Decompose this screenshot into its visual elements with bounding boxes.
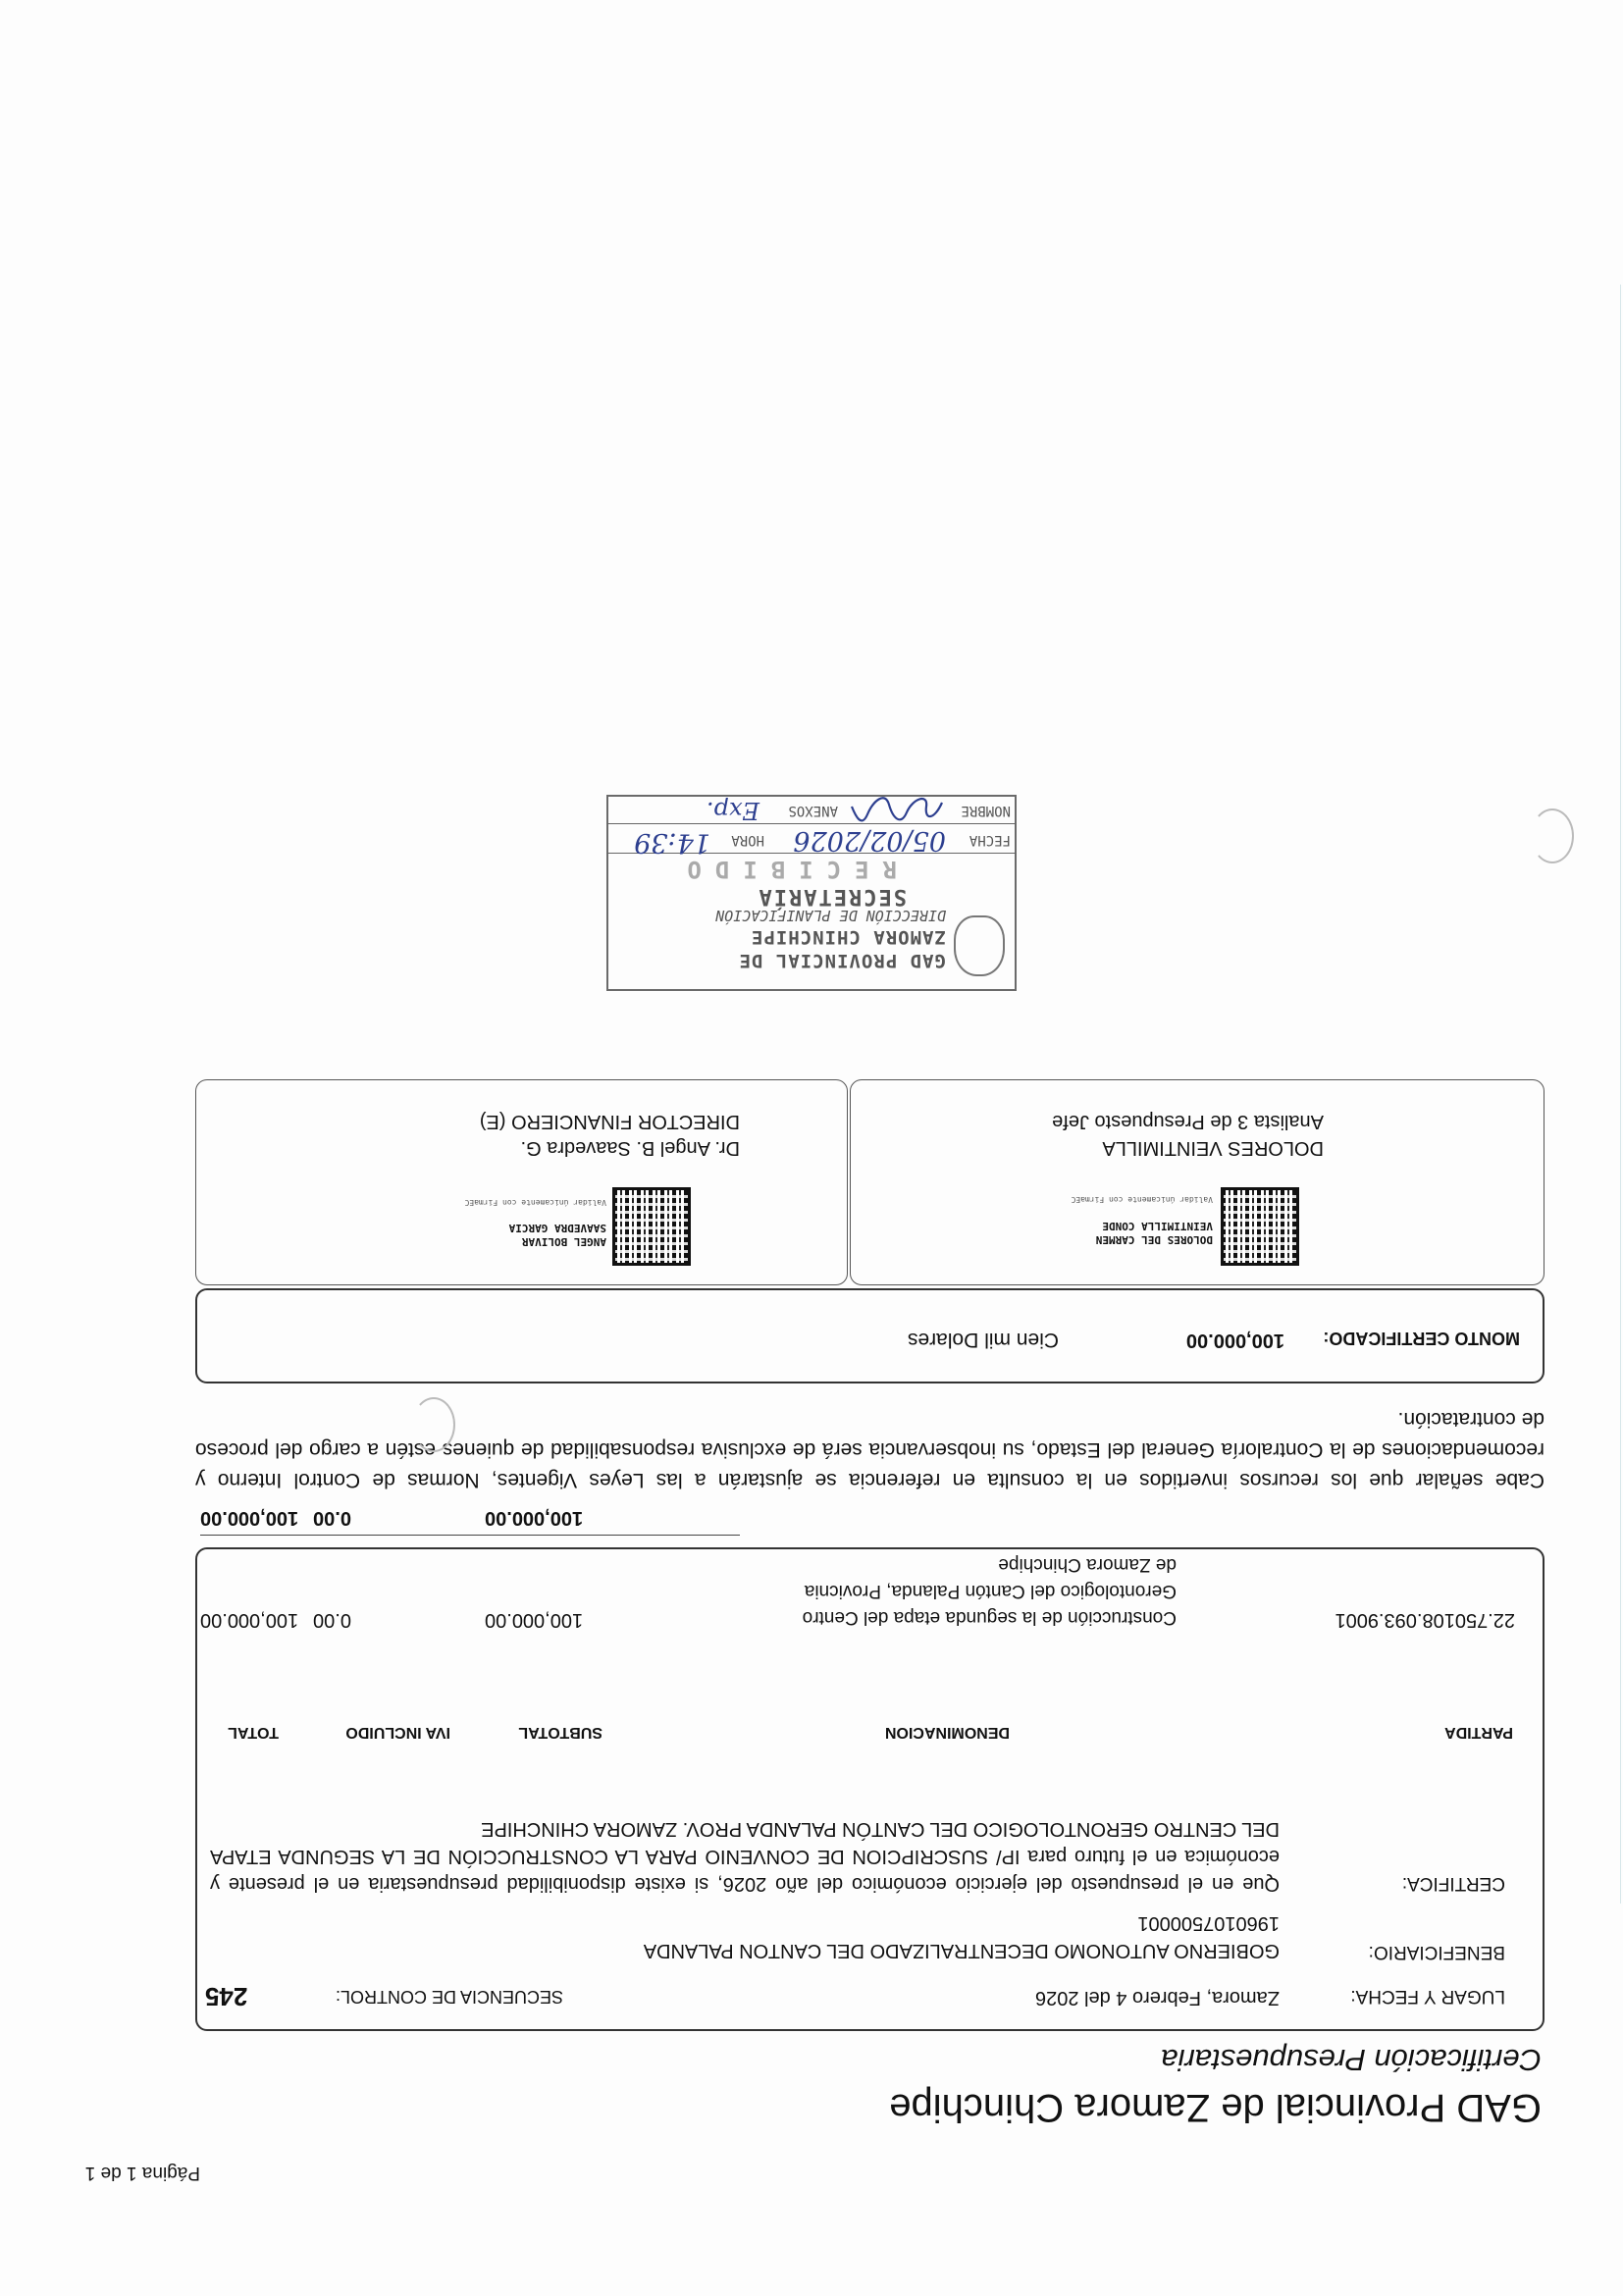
seal-icon xyxy=(954,915,1005,976)
certifica-label: CERTIFICA: xyxy=(1401,1873,1505,1894)
col-iva: IVA INCLUIDO xyxy=(345,1724,450,1741)
row-denominacion: Construcción de la segunda etapa del Centro Gerontologico del Cantón Palanda, Provicnia de Zamora Chinchipe xyxy=(802,1554,1177,1628)
stamp-hora-value: 14:39 xyxy=(634,827,710,858)
total-iva: 0.00 xyxy=(313,1507,351,1529)
total-subtotal: 100,000.00 xyxy=(485,1507,584,1529)
row-iva: 0.00 xyxy=(313,1609,351,1631)
stamp-hora-label: HORA xyxy=(731,832,764,848)
qr-note-left: Validar únicamente con FirmaEC xyxy=(1071,1195,1213,1204)
qr-signer-left-line1: DOLORES DEL CARMEN xyxy=(1095,1233,1213,1246)
beneficiario-value xyxy=(644,1909,1280,1964)
stamp-divider xyxy=(606,823,1017,824)
legal-note: Cabe señalar que los recursos invertidos en la consulta en referencia se ajustarán a las Leyes Vigentes, Normas de Control Interno y recomendaciones de la Contraloría General del Estado, su inobservancia será de exclusiva responsabilidad de quienes estén a cargo del proceso de contratación. xyxy=(195,1408,1544,1491)
qr-signer-right xyxy=(509,1221,606,1248)
organization-title: GAD Provincial de Zamora Chinchipe xyxy=(889,2086,1542,2129)
row-total: 100,000.00 xyxy=(200,1609,299,1631)
total-total: 100,000.00 xyxy=(200,1507,299,1529)
col-subtotal: SUBTOTAL xyxy=(518,1724,602,1741)
qr-code-icon xyxy=(1221,1187,1299,1266)
punch-hole xyxy=(1531,809,1574,863)
qr-signer-left-line2: VEINTIMILLA CONDE xyxy=(1102,1220,1213,1232)
signer-left xyxy=(1052,1108,1324,1161)
stamp-fecha-label: FECHA xyxy=(969,832,1011,848)
secuencia-label: SECUENCIA DE CONTROL: xyxy=(335,1987,563,2007)
monto-words: Cien mil Dolares xyxy=(907,1329,1059,1351)
stamp-nombre-label: NOMBRE xyxy=(961,803,1011,818)
stamp-line3: DIRECCIÓN DE PLANIFICACIÓN xyxy=(715,907,946,924)
page-number: Página 1 de 1 xyxy=(84,2163,200,2183)
stamp-anexos-value: Exp. xyxy=(706,797,759,824)
totals-divider xyxy=(200,1535,740,1536)
signer-right xyxy=(480,1108,740,1161)
signer-left-position: Analista 3 de Presupuesto Jefe xyxy=(1052,1111,1324,1132)
signer-right-name: Dr. Angel B. Saavedra G. xyxy=(520,1137,740,1159)
row-subtotal: 100,000.00 xyxy=(485,1609,584,1631)
stamp-line2: ZAMORA CHINCHIPE xyxy=(750,926,946,948)
stamp-line5: RECIBIDO xyxy=(673,856,897,883)
lugar-label: LUGAR Y FECHA: xyxy=(1350,1986,1505,2007)
stamp-anexos-label: ANEXOS xyxy=(788,803,838,818)
col-denominacion: DENOMINACION xyxy=(884,1724,1010,1741)
col-partida: PARTIDA xyxy=(1444,1724,1513,1741)
handwritten-signature xyxy=(848,789,946,824)
qr-signer-right-line2: SAAVEDRA GARCIA xyxy=(508,1222,606,1234)
margin-line xyxy=(1620,285,1621,1904)
lugar-value: Zamora, Febrero 4 del 2026 xyxy=(1034,1987,1280,2009)
col-total: TOTAL xyxy=(228,1724,279,1741)
row-partida: 22.750108.093.9001 xyxy=(1335,1609,1515,1631)
punch-hole xyxy=(412,1397,455,1452)
secuencia-value: 245 xyxy=(205,1982,248,2011)
signer-left-name: DOLORES VEINTIMILLA xyxy=(1102,1137,1324,1159)
monto-label: MONTO CERTIFICADO: xyxy=(1323,1329,1520,1348)
certifica-text: Que en el presupuesto del ejercicio económico del año 2026, si existe disponibilidad presupuestaria en el presente y económica en el futuro para IP/ SUSCRIPCION DE CONVENIO PARA LA CONSTRUCCIÓN DE LA SEGUNDA ETAPA DEL CENTRO GERONTOLOGICO DEL CANTÓN PALANDA PROV. ZAMORA CHINCHIPE xyxy=(210,1818,1280,1895)
beneficiario-name: GOBIERNO AUTONOMO DECENTRALIZADO DEL CANTON PALANDA xyxy=(643,1940,1280,1961)
qr-signer-left xyxy=(1096,1219,1213,1246)
qr-note-right: Validar únicamente con FirmaEC xyxy=(464,1198,606,1207)
beneficiario-label: BENEFICIARIO: xyxy=(1368,1942,1505,1962)
stamp-fecha-value: 05/02/2026 xyxy=(793,825,946,856)
stamp-line1: GAD PROVINCIAL DE xyxy=(738,950,946,971)
qr-code-icon xyxy=(612,1187,691,1266)
signer-right-position: DIRECTOR FINANCIERO (E) xyxy=(479,1111,740,1132)
qr-signer-right-line1: ANGEL BOLIVAR xyxy=(521,1235,606,1248)
stamp-line4: SECRETARÍA xyxy=(757,884,907,909)
document-title: Certificación Presupuestaria xyxy=(1161,2043,1542,2077)
beneficiario-id: 1960107500001 xyxy=(1137,1912,1280,1934)
monto-value: 100,000.00 xyxy=(1185,1330,1284,1351)
